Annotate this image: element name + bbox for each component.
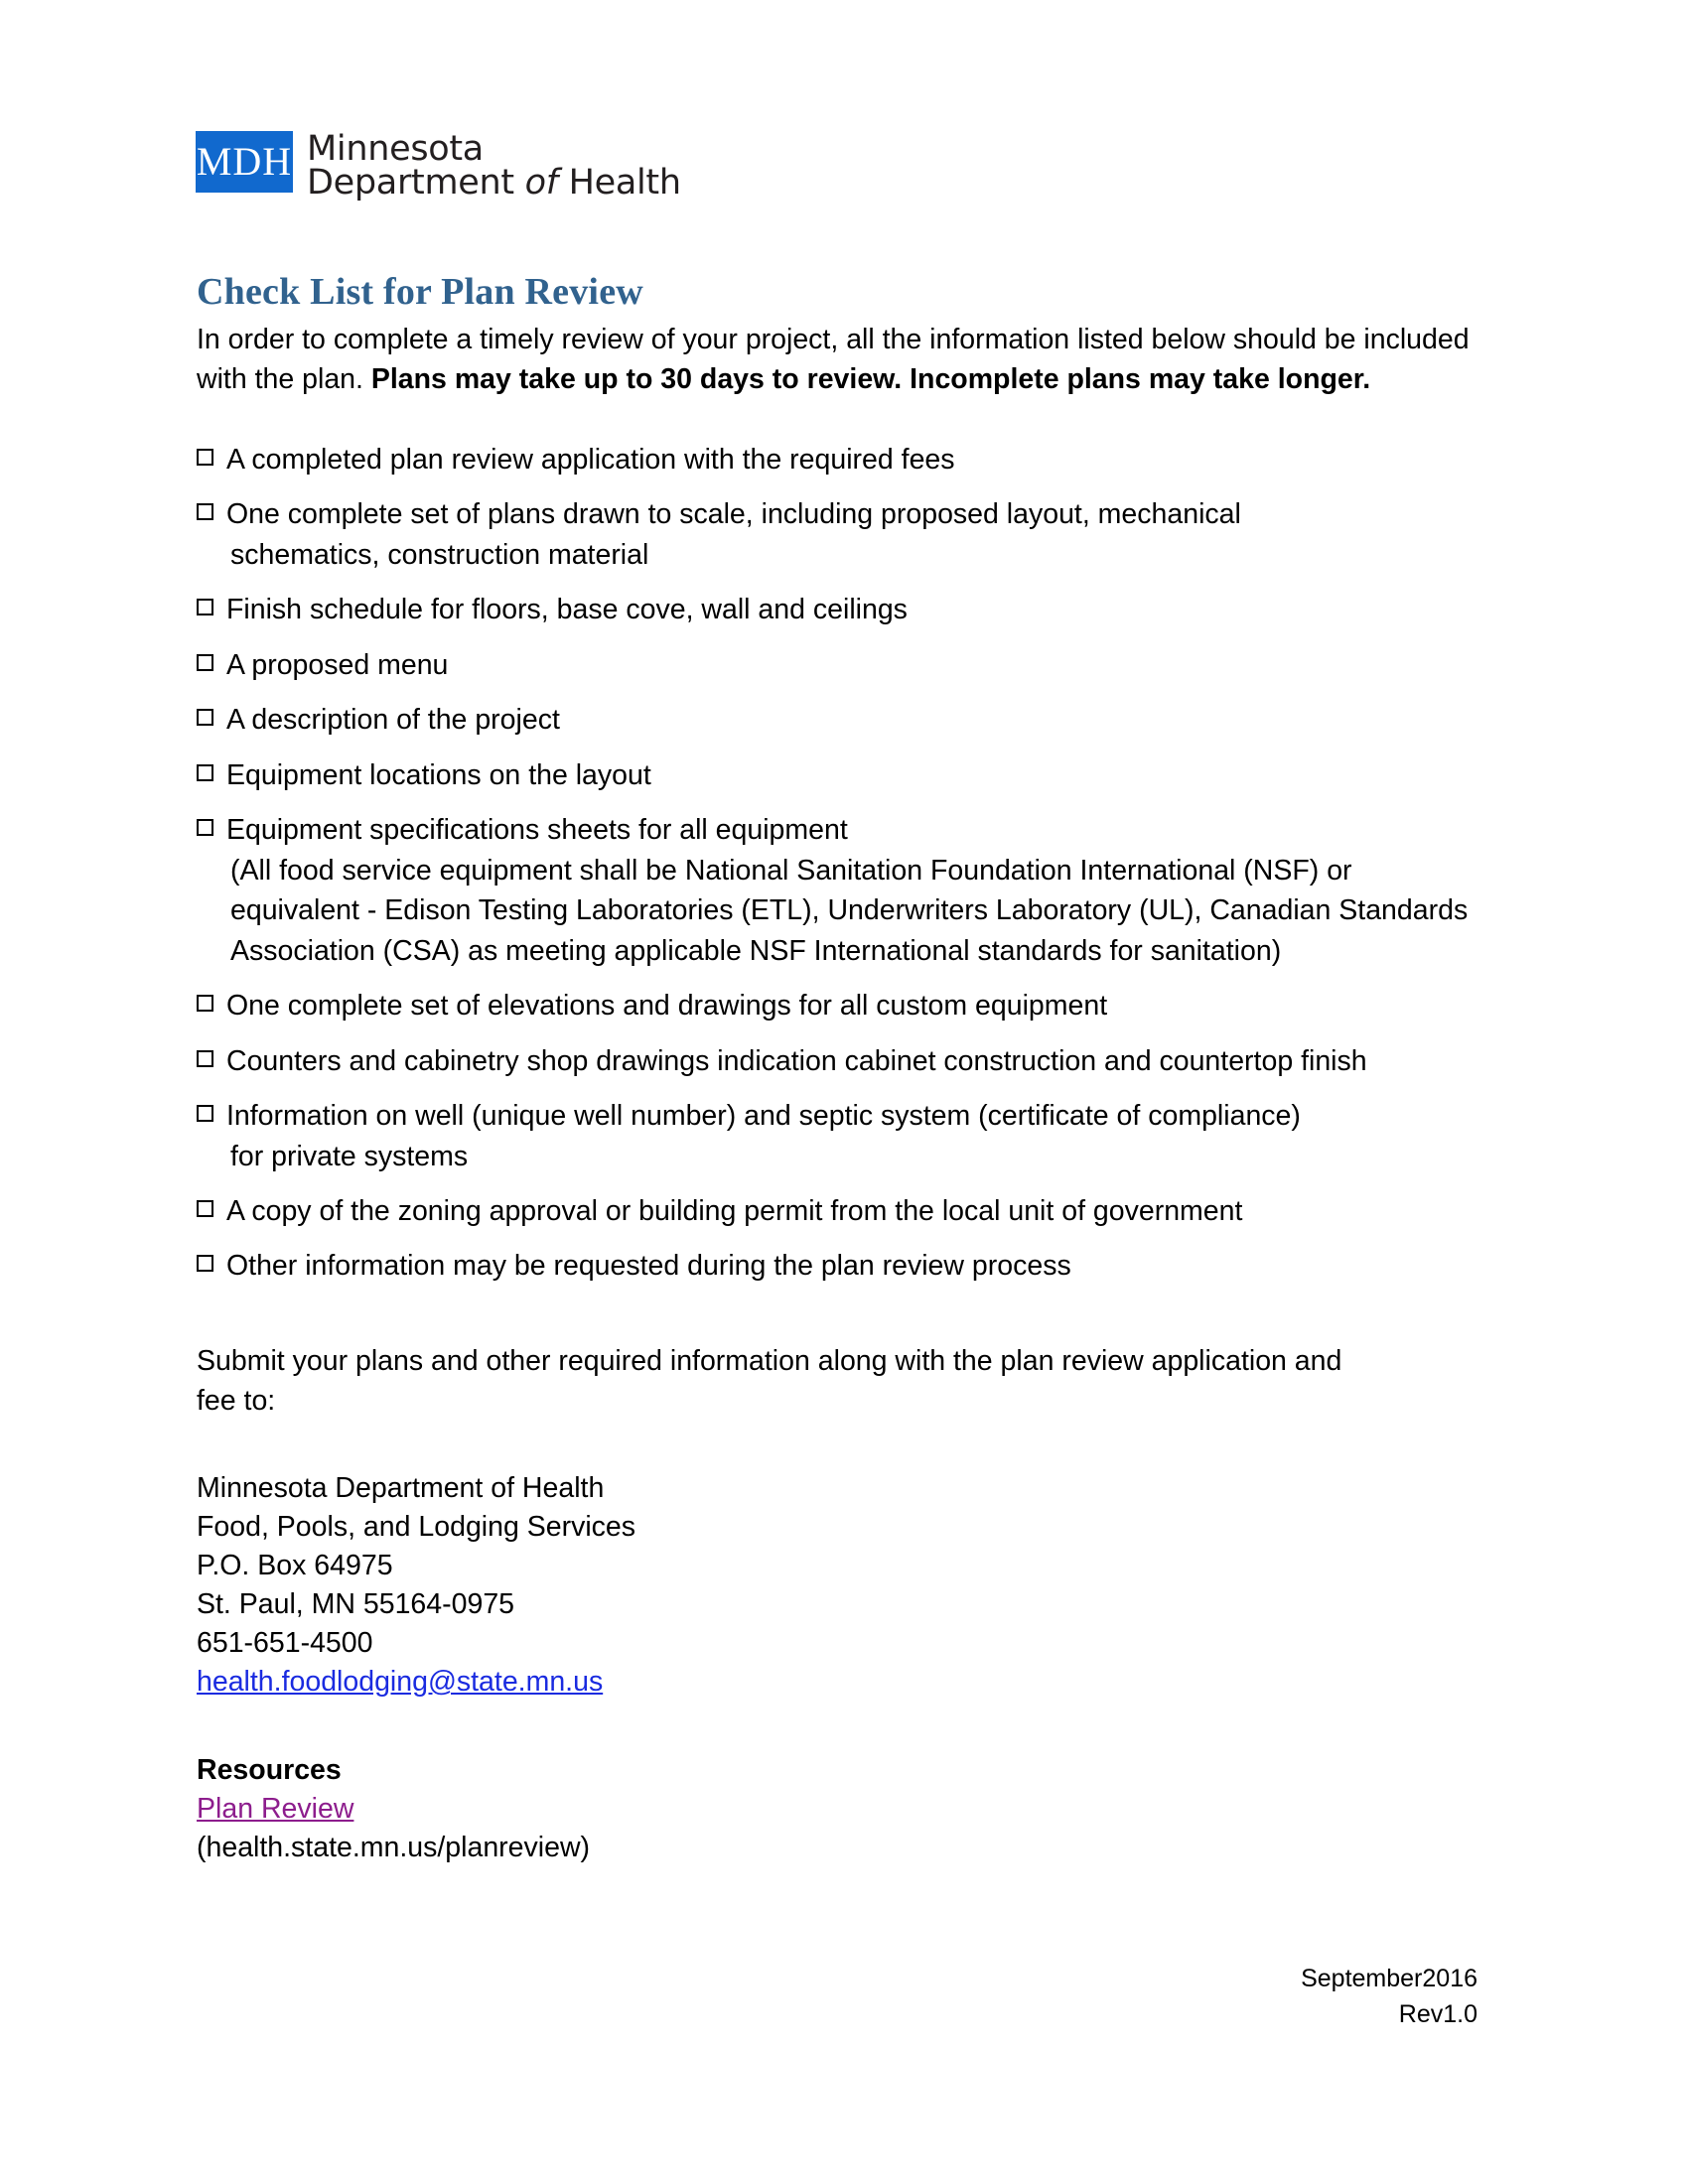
address-line: St. Paul, MN 55164-0975 xyxy=(197,1587,515,1620)
checklist-item-label: Counters and cabinetry shop drawings indication cabinet construction and countertop finish xyxy=(226,1044,1367,1077)
checklist-item-label: A proposed menu xyxy=(226,648,449,681)
checklist-item-label: A completed plan review application with the required fees xyxy=(226,443,955,476)
checklist-item-label xyxy=(226,494,1241,575)
checkbox-empty-icon[interactable] xyxy=(197,1050,213,1067)
mdh-logo-department-text: Department xyxy=(307,163,525,204)
checkbox-empty-icon[interactable] xyxy=(197,503,213,520)
checklist-item-label: Finish schedule for floors, base cove, wall and ceilings xyxy=(226,594,908,626)
checkbox-empty-icon[interactable] xyxy=(197,709,213,726)
list-item[interactable] xyxy=(197,1191,1477,1231)
checklist-item-label: Equipment locations on the layout xyxy=(226,758,651,791)
plan-review-link[interactable]: Plan Review xyxy=(197,1793,354,1826)
phone-number: 651-651-4500 xyxy=(197,1626,373,1659)
checklist-item-label: One complete set of elevations and drawings for all custom equipment xyxy=(226,990,1108,1023)
checkbox-empty-icon[interactable] xyxy=(197,449,213,466)
mdh-logo-mark xyxy=(196,131,293,193)
list-item[interactable] xyxy=(197,645,1477,685)
list-item[interactable] xyxy=(197,755,1477,795)
address-line: Minnesota Department of Health xyxy=(197,1471,605,1504)
checklist-item-label: A copy of the zoning approval or building permit from the local unit of government xyxy=(226,1194,1243,1227)
checklist-item-main: Information on well (unique well number) and septic system (certificate of compliance) xyxy=(226,1100,1301,1133)
list-item[interactable] xyxy=(197,1246,1477,1286)
checklist-item-label: A description of the project xyxy=(226,704,560,737)
checkbox-empty-icon[interactable] xyxy=(197,764,213,781)
list-item[interactable] xyxy=(197,440,1477,479)
list-item[interactable] xyxy=(197,1096,1477,1176)
footer-revision: Rev1.0 xyxy=(1398,2000,1477,2029)
mailing-address xyxy=(197,1469,1477,1702)
mdh-logo-mark-text: MDH xyxy=(196,139,293,184)
mdh-logo-wordmark xyxy=(307,129,681,204)
checklist-item-main: Equipment specifications sheets for all equipment xyxy=(226,814,848,847)
list-item[interactable] xyxy=(197,494,1477,575)
list-item[interactable] xyxy=(197,986,1477,1025)
submit-instructions: Submit your plans and other required information along with the plan review application and fee to: xyxy=(197,1344,1342,1418)
checklist-item-label xyxy=(226,1096,1301,1176)
footer-date: September2016 xyxy=(1301,1965,1477,1992)
checkbox-empty-icon[interactable] xyxy=(197,599,213,615)
plan-review-url: (health.state.mn.us/planreview) xyxy=(197,1832,591,1864)
document-footer xyxy=(197,1961,1477,2033)
mdh-logo xyxy=(196,129,681,204)
checkbox-empty-icon[interactable] xyxy=(197,995,213,1012)
intro-text-plain: In order to complete a timely review of your project, all the information listed below should be included with the plan. xyxy=(197,324,1470,396)
mdh-logo-line-2 xyxy=(307,163,681,204)
resources-section xyxy=(197,1751,1477,1867)
address-line: Food, Pools, and Lodging Services xyxy=(197,1510,636,1543)
page-title: Check List for Plan Review xyxy=(197,271,643,313)
mdh-logo-of-text: of xyxy=(524,163,558,204)
checkbox-empty-icon[interactable] xyxy=(197,1255,213,1272)
checklist-item-continuation: for private systems xyxy=(230,1140,469,1172)
list-item[interactable] xyxy=(197,700,1477,740)
checklist-item-main: One complete set of plans drawn to scale, including proposed layout, mechanical xyxy=(226,498,1241,531)
intro-paragraph xyxy=(197,320,1477,400)
mdh-logo-line-1: Minnesota xyxy=(307,129,484,169)
checkbox-empty-icon[interactable] xyxy=(197,819,213,836)
checklist-item-continuation: (All food service equipment shall be National Sanitation Foundation International (NSF) or equivalent - Edison Testing Laboratories (ETL), Underwriters Laboratory (UL), Canadian Standards Association (CSA) as meeting applicable NSF International standards for sanitation) xyxy=(230,854,1469,967)
resources-heading: Resources xyxy=(197,1754,342,1787)
checkbox-empty-icon[interactable] xyxy=(197,1105,213,1122)
checkbox-empty-icon[interactable] xyxy=(197,654,213,671)
checklist-item-label: Other information may be requested during the plan review process xyxy=(226,1250,1071,1283)
list-item[interactable] xyxy=(197,810,1477,971)
checklist xyxy=(197,440,1477,1287)
document-content xyxy=(197,270,1477,1867)
checklist-item-continuation: schematics, construction material xyxy=(230,538,649,571)
mdh-logo-health-text: Health xyxy=(557,163,681,204)
address-line: P.O. Box 64975 xyxy=(197,1549,393,1581)
email-link[interactable]: health.foodlodging@state.mn.us xyxy=(197,1666,604,1698)
checkbox-empty-icon[interactable] xyxy=(197,1200,213,1217)
list-item[interactable] xyxy=(197,1041,1477,1081)
checklist-item-label xyxy=(226,810,1477,971)
intro-text-bold: Plans may take up to 30 days to review. Incomplete plans may take longer. xyxy=(370,363,1371,396)
list-item[interactable] xyxy=(197,590,1477,629)
